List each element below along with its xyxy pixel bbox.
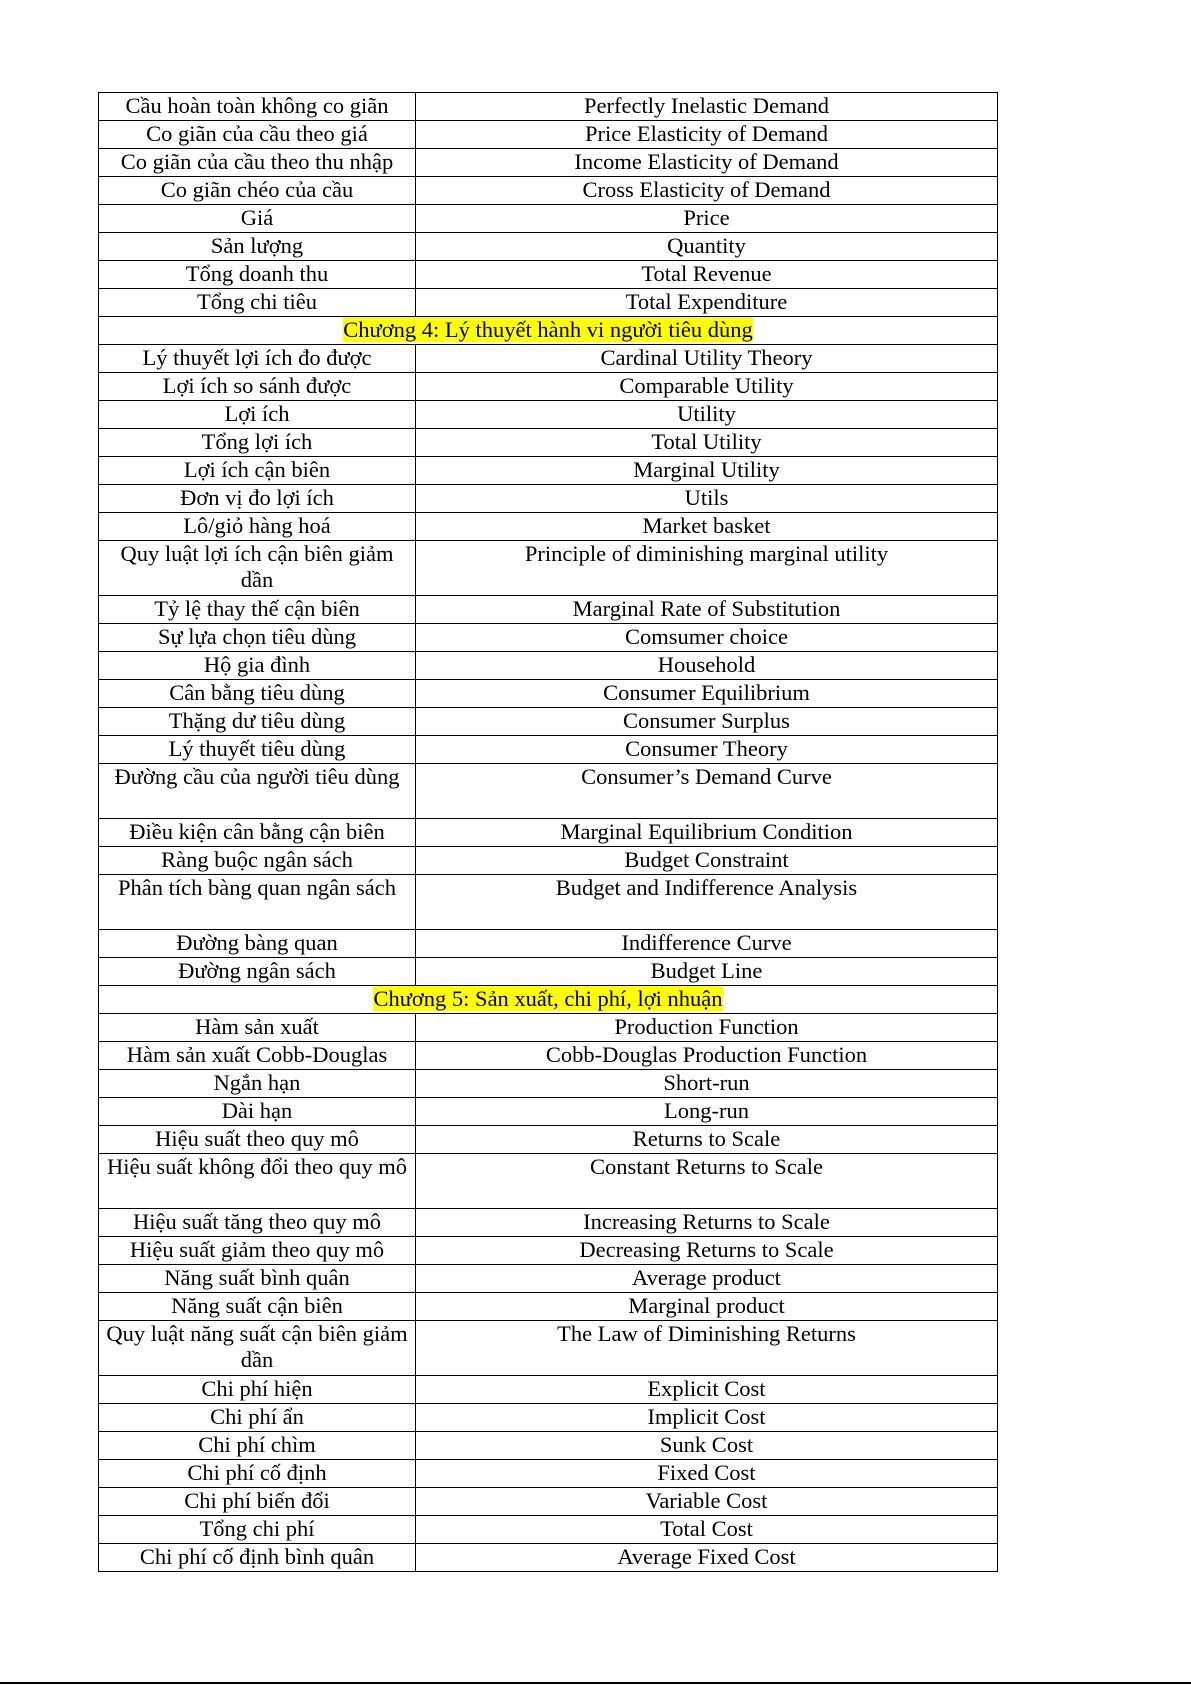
- chapter-heading-row: [99, 317, 998, 345]
- english-term: Utility: [416, 401, 998, 429]
- english-term: Cobb-Douglas Production Function: [416, 1042, 998, 1070]
- term-row: [99, 1209, 998, 1237]
- vietnamese-term: Chi phí cố định: [99, 1460, 416, 1488]
- vietnamese-term: Lý thuyết lợi ích đo được: [99, 345, 416, 373]
- vietnamese-term: Dài hạn: [99, 1098, 416, 1126]
- english-term: Cross Elasticity of Demand: [416, 177, 998, 205]
- term-row: [99, 1070, 998, 1098]
- english-term: Consumer Surplus: [416, 708, 998, 736]
- term-row: [99, 819, 998, 847]
- vietnamese-term: Hiệu suất tăng theo quy mô: [99, 1209, 416, 1237]
- term-row: [99, 373, 998, 401]
- english-term: Variable Cost: [416, 1488, 998, 1516]
- vietnamese-term: Tổng doanh thu: [99, 261, 416, 289]
- vietnamese-term: Lô/giỏ hàng hoá: [99, 513, 416, 541]
- vietnamese-term: Cầu hoàn toàn không co giãn: [99, 93, 416, 121]
- chapter-heading: Chương 5: Sản xuất, chi phí, lợi nhuận: [373, 986, 723, 1011]
- vietnamese-term: Tổng lợi ích: [99, 429, 416, 457]
- vietnamese-term: Năng suất bình quân: [99, 1265, 416, 1293]
- vietnamese-term: Chi phí biến đổi: [99, 1488, 416, 1516]
- vietnamese-term: Ngắn hạn: [99, 1070, 416, 1098]
- vietnamese-term: Ràng buộc ngân sách: [99, 847, 416, 875]
- term-row: [99, 847, 998, 875]
- english-term: Principle of diminishing marginal utility: [416, 541, 998, 596]
- english-term: Total Revenue: [416, 261, 998, 289]
- vietnamese-term: Co giãn chéo của cầu: [99, 177, 416, 205]
- english-term: Average Fixed Cost: [416, 1544, 998, 1572]
- vietnamese-term: Sản lượng: [99, 233, 416, 261]
- vietnamese-term: Co giãn của cầu theo thu nhập: [99, 149, 416, 177]
- term-row: [99, 93, 998, 121]
- vietnamese-term: Đơn vị đo lợi ích: [99, 485, 416, 513]
- term-row: [99, 958, 998, 986]
- english-term: Marginal product: [416, 1293, 998, 1321]
- term-row: [99, 149, 998, 177]
- term-row: [99, 345, 998, 373]
- term-row: [99, 1488, 998, 1516]
- term-row: [99, 1265, 998, 1293]
- vietnamese-term: Thặng dư tiêu dùng: [99, 708, 416, 736]
- chapter-heading-cell: [99, 986, 998, 1014]
- english-term: Decreasing Returns to Scale: [416, 1237, 998, 1265]
- english-term: Comparable Utility: [416, 373, 998, 401]
- term-row: [99, 764, 998, 819]
- vietnamese-term: Đường ngân sách: [99, 958, 416, 986]
- english-term: Perfectly Inelastic Demand: [416, 93, 998, 121]
- vietnamese-term: Lợi ích so sánh được: [99, 373, 416, 401]
- vietnamese-term: Hiệu suất theo quy mô: [99, 1126, 416, 1154]
- page-bottom-rule: [0, 1682, 1191, 1684]
- vietnamese-term: Năng suất cận biên: [99, 1293, 416, 1321]
- term-row: [99, 1154, 998, 1209]
- chapter-heading-row: [99, 986, 998, 1014]
- english-term: Marginal Rate of Substitution: [416, 596, 998, 624]
- term-row: [99, 1321, 998, 1376]
- english-term: The Law of Diminishing Returns: [416, 1321, 998, 1376]
- term-row: [99, 1432, 998, 1460]
- term-row: [99, 596, 998, 624]
- english-term: Marginal Equilibrium Condition: [416, 819, 998, 847]
- term-row: [99, 1098, 998, 1126]
- term-row: [99, 401, 998, 429]
- english-term: Price Elasticity of Demand: [416, 121, 998, 149]
- glossary-table: [98, 92, 998, 1572]
- term-row: [99, 485, 998, 513]
- english-term: Constant Returns to Scale: [416, 1154, 998, 1209]
- vietnamese-term: Chi phí ẩn: [99, 1404, 416, 1432]
- english-term: Implicit Cost: [416, 1404, 998, 1432]
- vietnamese-term: Đường cầu của người tiêu dùng: [99, 764, 416, 819]
- english-term: Household: [416, 652, 998, 680]
- english-term: Quantity: [416, 233, 998, 261]
- vietnamese-term: Đường bàng quan: [99, 930, 416, 958]
- term-row: [99, 121, 998, 149]
- english-term: Increasing Returns to Scale: [416, 1209, 998, 1237]
- english-term: Consumer Theory: [416, 736, 998, 764]
- vietnamese-term: Sự lựa chọn tiêu dùng: [99, 624, 416, 652]
- vietnamese-term: Lợi ích cận biên: [99, 457, 416, 485]
- term-row: [99, 624, 998, 652]
- chapter-heading: Chương 4: Lý thuyết hành vi người tiêu dùng: [343, 317, 753, 342]
- term-row: [99, 1404, 998, 1432]
- term-row: [99, 457, 998, 485]
- term-row: [99, 736, 998, 764]
- term-row: [99, 875, 998, 930]
- vietnamese-term: Hiệu suất giảm theo quy mô: [99, 1237, 416, 1265]
- term-row: [99, 261, 998, 289]
- chapter-heading-cell: [99, 317, 998, 345]
- english-term: Comsumer choice: [416, 624, 998, 652]
- english-term: Fixed Cost: [416, 1460, 998, 1488]
- english-term: Market basket: [416, 513, 998, 541]
- term-row: [99, 1042, 998, 1070]
- english-term: Consumer Equilibrium: [416, 680, 998, 708]
- vietnamese-term: Lý thuyết tiêu dùng: [99, 736, 416, 764]
- term-row: [99, 233, 998, 261]
- vietnamese-term: Chi phí cố định bình quân: [99, 1544, 416, 1572]
- vietnamese-term: Quy luật năng suất cận biên giảm dần: [99, 1321, 416, 1376]
- english-term: Budget and Indifference Analysis: [416, 875, 998, 930]
- term-row: [99, 1376, 998, 1404]
- term-row: [99, 680, 998, 708]
- english-term: Total Cost: [416, 1516, 998, 1544]
- term-row: [99, 289, 998, 317]
- english-term: Average product: [416, 1265, 998, 1293]
- term-row: [99, 177, 998, 205]
- vietnamese-term: Hàm sản xuất Cobb-Douglas: [99, 1042, 416, 1070]
- vietnamese-term: Hộ gia đình: [99, 652, 416, 680]
- english-term: Cardinal Utility Theory: [416, 345, 998, 373]
- vietnamese-term: Lợi ích: [99, 401, 416, 429]
- term-row: [99, 1460, 998, 1488]
- term-row: [99, 1126, 998, 1154]
- vietnamese-term: Phân tích bàng quan ngân sách: [99, 875, 416, 930]
- vietnamese-term: Tỷ lệ thay thế cận biên: [99, 596, 416, 624]
- english-term: Total Expenditure: [416, 289, 998, 317]
- term-row: [99, 205, 998, 233]
- vietnamese-term: Hiệu suất không đổi theo quy mô: [99, 1154, 416, 1209]
- english-term: Explicit Cost: [416, 1376, 998, 1404]
- term-row: [99, 930, 998, 958]
- vietnamese-term: Co giãn của cầu theo giá: [99, 121, 416, 149]
- vietnamese-term: Điều kiện cân bằng cận biên: [99, 819, 416, 847]
- english-term: Income Elasticity of Demand: [416, 149, 998, 177]
- vietnamese-term: Chi phí chìm: [99, 1432, 416, 1460]
- english-term: Short-run: [416, 1070, 998, 1098]
- term-row: [99, 513, 998, 541]
- english-term: Sunk Cost: [416, 1432, 998, 1460]
- english-term: Utils: [416, 485, 998, 513]
- glossary-body: [99, 93, 998, 1572]
- english-term: Total Utility: [416, 429, 998, 457]
- vietnamese-term: Hàm sản xuất: [99, 1014, 416, 1042]
- vietnamese-term: Giá: [99, 205, 416, 233]
- term-row: [99, 429, 998, 457]
- vietnamese-term: Quy luật lợi ích cận biên giảm dần: [99, 541, 416, 596]
- term-row: [99, 1014, 998, 1042]
- vietnamese-term: Cân bằng tiêu dùng: [99, 680, 416, 708]
- english-term: Price: [416, 205, 998, 233]
- vietnamese-term: Tổng chi phí: [99, 1516, 416, 1544]
- english-term: Returns to Scale: [416, 1126, 998, 1154]
- term-row: [99, 1516, 998, 1544]
- term-row: [99, 1293, 998, 1321]
- vietnamese-term: Chi phí hiện: [99, 1376, 416, 1404]
- term-row: [99, 1544, 998, 1572]
- vietnamese-term: Tổng chi tiêu: [99, 289, 416, 317]
- term-row: [99, 541, 998, 596]
- english-term: Indifference Curve: [416, 930, 998, 958]
- english-term: Production Function: [416, 1014, 998, 1042]
- english-term: Long-run: [416, 1098, 998, 1126]
- english-term: Marginal Utility: [416, 457, 998, 485]
- english-term: Budget Line: [416, 958, 998, 986]
- term-row: [99, 652, 998, 680]
- term-row: [99, 708, 998, 736]
- english-term: Budget Constraint: [416, 847, 998, 875]
- term-row: [99, 1237, 998, 1265]
- english-term: Consumer’s Demand Curve: [416, 764, 998, 819]
